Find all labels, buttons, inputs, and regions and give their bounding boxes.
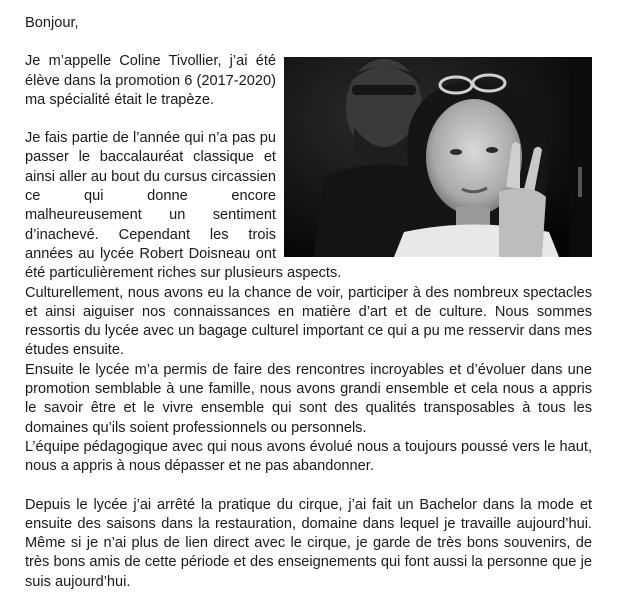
portrait-illustration <box>284 57 592 257</box>
portrait-photo <box>284 57 592 257</box>
paragraph-culture: Culturellement, nous avons eu la chance de voir, participer à des nombreux spectacles et ainsi aiguiser nos connaissances en matière d’art et de culture. Nous sommes ressortis du lycée avec un bagage culturel important ce qui a pu me resservir dans mes études ensuite. <box>25 284 592 359</box>
paragraph-equipe: L’équipe pédagogique avec qui nous avons évolué nous a toujours poussé vers le haut, nous a appris à nous dépasser et ne pas abandonner. <box>25 438 592 475</box>
paragraph-gap <box>25 477 592 496</box>
paragraph-apres-lycee: Depuis le lycée j’ai arrêté la pratique du cirque, j’ai fait un Bachelor dans la mode et ensuite des saisons dans la restauration, domaine dans lequel je travaille aujourd’hui. Même si je n’ai plus de lien direct avec le cirque, je garde de très bons souvenirs, de très bons amis de cette période et des enseignements qui font aussi la personne que je suis aujourd’hui. <box>25 496 592 590</box>
paragraph-baccalaureat: Je fais partie de l’année qui n’a pas pu passer le baccalauréat classique et ainsi aller au bout du cursus circassien ce qui donne encore malheureusement un sentiment d’inachevé. Cependant les trois années au lycée Robert Doisneau ont été particulièrement riches sur plusieurs aspects. <box>25 130 342 282</box>
paragraph-rencontres: Ensuite le lycée m’a permis de faire des rencontres incroyables et d’évoluer dans une promotion semblable à une famille, nous avons grandi ensemble et cela nous a appris le savoir être et le vivre ensemble qui sont des qualités transposables à tous les domaines qu’ils soient professionnels ou personnels. <box>25 361 592 436</box>
greeting: Bonjour, <box>25 15 79 31</box>
intro-paragraph: Je m’appelle Coline Tivollier, j’ai été élève dans la promotion 6 (2017-2020) ma spécialité était le trapèze. <box>25 53 276 108</box>
testimonial-letter <box>25 14 592 592</box>
